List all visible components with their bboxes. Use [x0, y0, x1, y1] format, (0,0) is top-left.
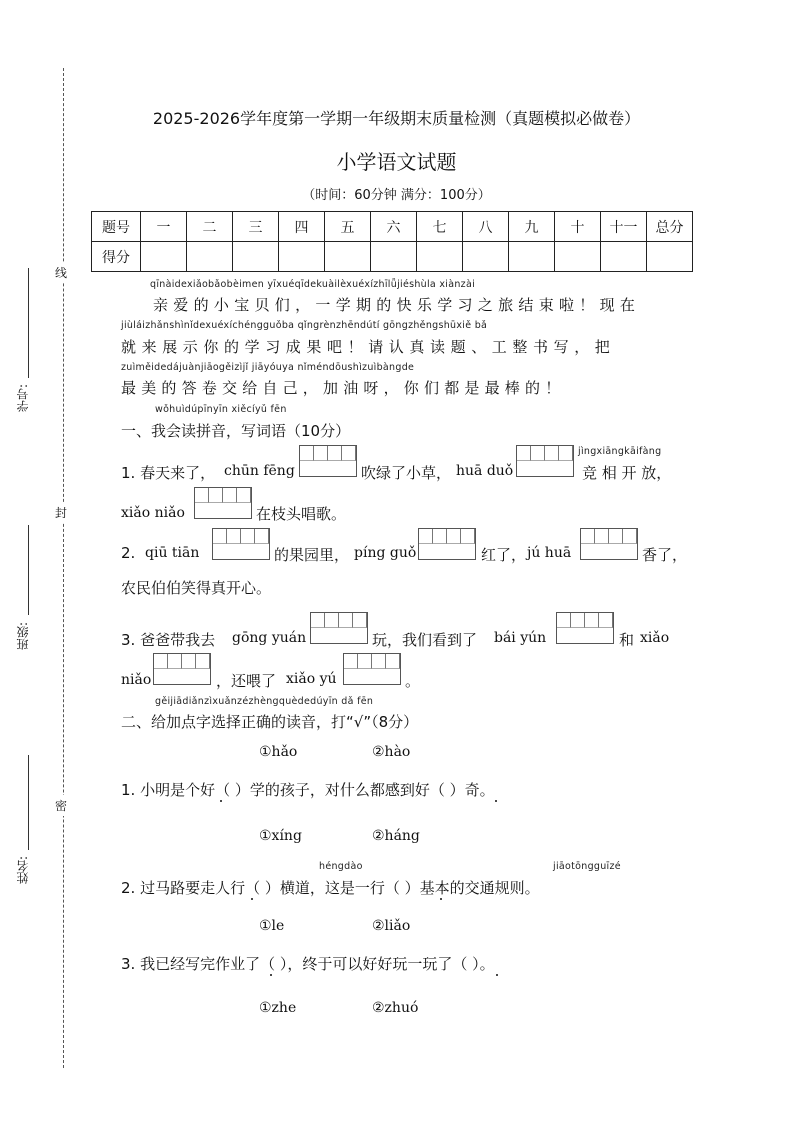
emphasis-dot — [251, 898, 253, 900]
q2-text-e: 农民伯伯笑得真开心。 — [121, 579, 272, 597]
q3-option-2[interactable]: ②liǎo — [372, 918, 411, 934]
q3-pinyin-park: gōng yuán — [232, 630, 307, 646]
q3-pinyin-white-cloud: bái yún — [494, 630, 547, 646]
q2-text-c: 红了， — [481, 546, 527, 564]
intro-pinyin-2: jiùláizhǎnshìnǐdexuéxíchéngguǒba qǐngrènzhēndútí gōngzhěngshūxiě bǎ — [121, 320, 488, 331]
q3-text-c: 和 — [619, 631, 635, 649]
s2-q1-text: 1. 小明是个好（ ）学的孩子，对什么都感到好（ ）奇。 — [121, 781, 495, 799]
table-cell: 五 — [325, 212, 371, 242]
section2-pinyin: gěijiādiǎnzìxuǎnzézhèngquèdedúyīn dǎ fēn — [155, 696, 374, 707]
table-cell: 二 — [187, 212, 233, 242]
writing-grid[interactable] — [212, 528, 270, 560]
table-cell: 十一 — [601, 212, 647, 242]
q2-pinyin-apple: píng guǒ — [354, 545, 417, 561]
student-id-label: 学号: — [16, 384, 30, 413]
q3-option-1[interactable]: ①le — [259, 918, 285, 934]
name-label: 姓名: — [16, 856, 30, 885]
q1-text-d: 在枝头唱歌。 — [256, 505, 347, 523]
name-blank[interactable] — [28, 755, 29, 850]
q1-text-c: 竞 相 开 放， — [582, 464, 672, 482]
score-table-score-row — [92, 242, 693, 272]
writing-grid[interactable] — [299, 445, 357, 477]
table-cell: 七 — [417, 212, 463, 242]
score-table — [91, 211, 693, 272]
score-input-cell[interactable] — [509, 242, 555, 272]
time-info: （时间：60分钟 满分：100分） — [302, 188, 491, 203]
section1-pinyin: wǒhuìdúpīnyīn xiěcíyǔ fēn — [155, 404, 287, 415]
writing-grid[interactable] — [153, 653, 211, 685]
emphasis-dot — [220, 800, 222, 802]
q1-pinyin-blooming: jìngxiāngkāifàng — [578, 446, 662, 457]
table-cell: 九 — [509, 212, 555, 242]
q2-text-a: 2. — [121, 544, 136, 562]
score-input-cell[interactable] — [463, 242, 509, 272]
score-input-cell[interactable] — [279, 242, 325, 272]
score-input-cell[interactable] — [325, 242, 371, 272]
q1-pinyin-bird: xiǎo niǎo — [121, 505, 185, 521]
writing-grid[interactable] — [556, 612, 614, 644]
seal-mark-line: 线 — [55, 262, 67, 283]
q3-pinyin-fish: xiǎo yú — [286, 671, 337, 687]
score-table-header-row — [92, 212, 693, 242]
q2-text-b: 的果园里， — [274, 546, 350, 564]
q2-pinyin-chrysanthemum: jú huā — [527, 545, 572, 561]
emphasis-dot — [496, 974, 498, 976]
score-input-cell[interactable] — [187, 242, 233, 272]
intro-line-1: 亲爱的小宝贝们，一学期的快乐学习之旅结束啦！现在 — [153, 296, 641, 314]
seal-mark-seal: 封 — [55, 502, 67, 523]
writing-grid[interactable] — [516, 445, 574, 477]
table-cell: 八 — [463, 212, 509, 242]
q3-text-d: ，还喂了 — [216, 672, 277, 690]
q1-text-a: 1. 春天来了， — [121, 464, 216, 482]
emphasis-dot — [495, 800, 497, 802]
class-blank[interactable] — [28, 525, 29, 615]
q2-option-1[interactable]: ①xíng — [259, 828, 302, 844]
section2-title: 二、给加点字选择正确的读音，打“√”（8分） — [121, 713, 419, 731]
q2-text-d: 香了， — [642, 546, 688, 564]
q1-option-1[interactable]: ①hǎo — [259, 744, 298, 760]
q1-pinyin-flowers: huā duǒ — [456, 463, 514, 479]
q3-pinyin-little: xiǎo — [640, 630, 670, 646]
s2-q2-text: 2. 过马路要走人行（ ）横道，这是一行（ ）基本的交通规则。 — [121, 879, 540, 897]
table-cell: 六 — [371, 212, 417, 242]
s2-q2-pinyin-crossing: héngdào — [319, 861, 363, 872]
emphasis-dot — [440, 898, 442, 900]
score-input-cell[interactable] — [647, 242, 693, 272]
score-input-cell[interactable] — [141, 242, 187, 272]
q2-pinyin-autumn: qiū tiān — [145, 545, 200, 561]
writing-grid[interactable] — [418, 528, 476, 560]
exam-subtitle: 小学语文试题 — [336, 150, 457, 174]
emphasis-dot — [270, 974, 272, 976]
writing-grid[interactable] — [343, 653, 401, 685]
writing-grid[interactable] — [310, 612, 368, 644]
score-input-cell[interactable] — [417, 242, 463, 272]
binding-dashed-line — [63, 68, 64, 1068]
score-input-cell[interactable] — [555, 242, 601, 272]
q3-pinyin-bird: niǎo — [121, 672, 152, 688]
q1-pinyin-spring-wind: chūn fēng — [224, 463, 295, 479]
table-cell: 题号 — [92, 212, 141, 242]
q3-text-e: 。 — [405, 672, 421, 690]
s2-q3-text: 3. 我已经写完作业了（ ），终于可以好好玩一玩了（ ）。 — [121, 955, 495, 973]
intro-line-3: 最美的答卷交给自己，加油呀，你们都是最棒的！ — [121, 379, 566, 397]
intro-pinyin-1: qīnàidexiǎobǎobèimen yīxuéqīdekuàilèxuéxízhīlǚjiéshùla xiànzài — [150, 279, 476, 290]
seal-mark-secret: 密 — [55, 795, 67, 816]
q2-option-2[interactable]: ②háng — [372, 828, 420, 844]
class-label: 班级: — [16, 622, 30, 651]
score-input-cell[interactable] — [371, 242, 417, 272]
q1-option-2[interactable]: ②hào — [372, 744, 411, 760]
table-cell: 三 — [233, 212, 279, 242]
section1-title: 一、我会读拼音，写词语（10分） — [121, 422, 351, 440]
intro-line-2: 就来展示你的学习成果吧！请认真读题、工整书写，把 — [121, 338, 616, 356]
writing-grid[interactable] — [194, 487, 252, 519]
table-cell: 总分 — [647, 212, 693, 242]
s2-q2-pinyin-traffic-rules: jiāotōngguīzé — [553, 861, 621, 872]
score-input-cell[interactable] — [601, 242, 647, 272]
table-cell: 一 — [141, 212, 187, 242]
intro-pinyin-3: zuìměidedájuànjiāogěizìjǐ jiāyóuya nǐméndōushìzuìbàngde — [121, 362, 415, 373]
q4-option-2[interactable]: ②zhuó — [372, 1000, 419, 1016]
student-id-blank[interactable] — [28, 268, 29, 378]
q1-text-b: 吹绿了小草， — [361, 464, 452, 482]
q3-text-b: 玩，我们看到了 — [372, 631, 478, 649]
table-cell: 四 — [279, 212, 325, 242]
score-input-cell[interactable] — [233, 242, 279, 272]
writing-grid[interactable] — [580, 528, 638, 560]
table-cell: 得分 — [92, 242, 141, 272]
exam-title: 2025-2026学年度第一学期一年级期末质量检测（真题模拟必做卷） — [152, 109, 641, 128]
q3-text-a: 3. 爸爸带我去 — [121, 631, 216, 649]
q4-option-1[interactable]: ①zhe — [259, 1000, 297, 1016]
table-cell: 十 — [555, 212, 601, 242]
